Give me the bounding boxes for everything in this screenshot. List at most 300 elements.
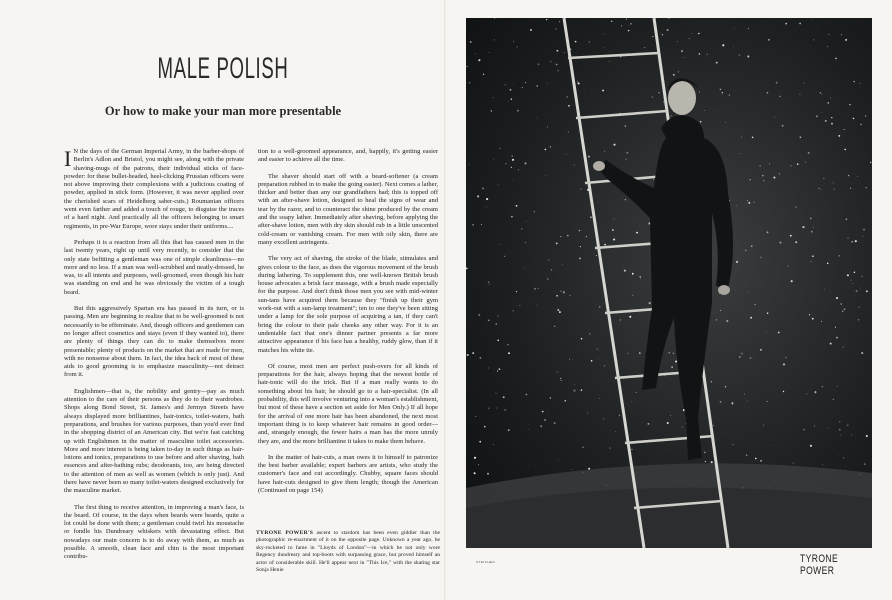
star xyxy=(812,255,814,257)
article-title: MALE POLISH xyxy=(157,52,289,85)
star xyxy=(569,295,570,296)
star xyxy=(533,211,535,213)
star xyxy=(835,58,837,60)
star xyxy=(831,117,832,118)
star xyxy=(663,101,664,102)
star xyxy=(760,349,762,351)
star xyxy=(845,39,847,41)
photo-man-on-ladder xyxy=(466,18,872,548)
star xyxy=(773,177,775,179)
star xyxy=(779,96,781,98)
star xyxy=(839,429,841,431)
star xyxy=(472,224,474,226)
caption-text: ascent to stardom has been even giddier than the photographic re-enactment of it on the opposite page. Unknown a year ago, he sky-rocketed to fame in "Lloyds of London"—in which he not only wore Regency dundreary and top-boots with surpassing grace, but proved himself an actor of considerable skill. He'll appear next in "This Ice," with the skating star Sonja Henie xyxy=(256,530,440,574)
right-page xyxy=(446,0,892,600)
star xyxy=(821,189,822,190)
star xyxy=(579,230,581,232)
star xyxy=(562,264,563,265)
star xyxy=(530,29,532,31)
star xyxy=(572,360,573,361)
star xyxy=(828,102,829,103)
paragraph: Englishmen—that is, the nobility and gentry—pay as much attention to the care of their persons as they do to their wardrobes. Shops along Bond Street, St. James's and Jermyn Streets have always displayed more brilliantines, hair-tonics, toilet-waters, bath preparations, and brushes for various purposes, than you'd ever find in the shopping district of an American city. But we're fast catching up with Englishmen in the matter of masculine toilet accessories. More and more interest is being taken to-day in such things as hair-lotions and tonics, preparations to use before and after shaving, bath essences and after-bathing rubs; deodorants, too, are being directed to the attention of men as well as women (which is only just). And there have never been so many toilet-waters designed exclusively for the masculine market. xyxy=(64,387,244,495)
star xyxy=(518,169,519,170)
star xyxy=(504,409,506,411)
star xyxy=(802,226,804,228)
star xyxy=(537,85,538,86)
star xyxy=(859,307,860,308)
star xyxy=(763,425,764,426)
star xyxy=(604,151,605,152)
star xyxy=(699,91,700,92)
star xyxy=(785,23,787,25)
star xyxy=(614,218,615,219)
star xyxy=(861,352,863,354)
star xyxy=(484,426,486,428)
star xyxy=(550,61,552,63)
star xyxy=(619,415,620,416)
star xyxy=(489,284,490,285)
star xyxy=(855,240,857,242)
star xyxy=(609,61,610,62)
star xyxy=(667,29,669,31)
star xyxy=(828,428,829,429)
star xyxy=(569,359,570,360)
star xyxy=(525,82,526,83)
star xyxy=(858,319,859,320)
star xyxy=(830,98,831,99)
star xyxy=(775,117,776,118)
star xyxy=(624,270,626,272)
star xyxy=(475,416,476,417)
star xyxy=(631,449,632,450)
star xyxy=(631,401,632,402)
star xyxy=(545,149,547,151)
article-subtitle: Or how to make your man more presentable xyxy=(104,104,342,118)
star xyxy=(838,255,840,257)
star xyxy=(499,244,500,245)
star xyxy=(822,386,823,387)
star xyxy=(699,53,701,55)
star xyxy=(853,118,855,120)
star xyxy=(698,33,699,34)
star xyxy=(712,277,713,278)
star xyxy=(790,165,792,167)
star xyxy=(752,137,754,139)
star xyxy=(560,236,561,237)
star xyxy=(628,353,629,354)
star xyxy=(574,384,575,385)
star xyxy=(486,207,487,208)
star xyxy=(779,173,780,174)
star xyxy=(513,41,514,42)
star xyxy=(493,159,494,160)
star xyxy=(632,295,633,296)
star xyxy=(864,463,866,465)
star xyxy=(689,38,690,39)
star xyxy=(823,178,824,179)
star xyxy=(753,202,754,203)
star xyxy=(854,271,856,273)
star xyxy=(780,242,782,244)
star xyxy=(863,229,865,231)
text-column-right xyxy=(258,148,438,503)
star xyxy=(766,331,767,332)
star xyxy=(755,458,757,460)
star xyxy=(849,104,850,105)
star xyxy=(628,30,629,31)
star xyxy=(739,356,741,358)
star xyxy=(744,394,745,395)
star xyxy=(513,310,514,311)
star xyxy=(542,411,544,413)
caption-name: TYRONE POWER'S xyxy=(256,530,314,536)
star xyxy=(767,231,769,233)
star xyxy=(626,18,627,19)
star xyxy=(795,241,797,243)
paragraph: In the matter of hair-cuts, a man owes it to himself to patronize the best barber available; expert barbers are artists, who study the customer's face and cut accordingly. Chubby, square faces should have hair-cuts designed to give them length; though the American (Continued on page 154) xyxy=(258,453,438,494)
star xyxy=(733,46,734,47)
star xyxy=(582,446,584,448)
star xyxy=(612,229,614,231)
star xyxy=(625,159,627,161)
star xyxy=(488,319,490,321)
star xyxy=(640,278,641,279)
star xyxy=(683,57,684,58)
star xyxy=(748,292,749,293)
star xyxy=(720,310,721,311)
star xyxy=(800,136,802,138)
star xyxy=(565,400,567,402)
star xyxy=(852,283,853,284)
star xyxy=(748,202,750,204)
star xyxy=(820,92,821,93)
star xyxy=(783,363,785,365)
star xyxy=(653,179,654,180)
star xyxy=(844,129,845,130)
star xyxy=(469,165,470,166)
star xyxy=(567,96,568,97)
star xyxy=(511,98,513,100)
star xyxy=(670,415,671,416)
star xyxy=(732,444,734,446)
star xyxy=(573,390,575,392)
star xyxy=(776,82,778,84)
star xyxy=(538,288,539,289)
star xyxy=(547,83,548,84)
star xyxy=(848,175,850,177)
star xyxy=(505,84,506,85)
star xyxy=(600,214,601,215)
star xyxy=(611,21,612,22)
star xyxy=(597,349,598,350)
star xyxy=(492,97,493,98)
star xyxy=(747,400,748,401)
star xyxy=(707,54,708,55)
star xyxy=(827,263,829,265)
star xyxy=(474,457,476,459)
star xyxy=(613,144,615,146)
star xyxy=(639,352,641,354)
star xyxy=(488,408,489,409)
star xyxy=(554,326,555,327)
star xyxy=(790,235,792,237)
star xyxy=(571,469,572,470)
star xyxy=(785,357,786,358)
star xyxy=(511,155,513,157)
star xyxy=(839,421,840,422)
star xyxy=(769,163,770,164)
star xyxy=(816,115,818,117)
star xyxy=(625,125,626,126)
star xyxy=(836,337,838,339)
star xyxy=(806,393,807,394)
star xyxy=(484,189,485,190)
star xyxy=(678,71,679,72)
star xyxy=(747,200,748,201)
star xyxy=(584,93,585,94)
star xyxy=(668,18,670,19)
paragraph: But this aggressively Spartan era has passed in its turn, or is passing. Men are beginning to realize that to be well-groomed is not necessarily to be effeminate. And, though officers and gentlemen can no longer affect cosmetics and stays (even if they wanted to), there are plenty of things they can do to make themselves more presentable; plenty of products on the market that are made for men, with no nonsense about them. In fact, the idea back of most of these aids to good grooming is to emphasize masculinity—not detract from it. xyxy=(64,305,244,379)
star xyxy=(664,375,665,376)
star xyxy=(749,357,751,359)
star xyxy=(557,309,559,311)
star xyxy=(586,236,587,237)
star xyxy=(557,372,558,373)
star xyxy=(746,455,747,456)
star xyxy=(546,19,547,20)
star xyxy=(498,184,499,185)
star xyxy=(588,156,590,158)
star xyxy=(491,110,493,112)
star xyxy=(682,427,683,428)
star xyxy=(558,459,559,460)
paragraph: Of course, most men are perfect push-overs for all kinds of preparations for the hair, always hoping that the newest bottle of hair-tonic will do the trick. But if a man really wants to do something about his hair, he should go to a hair-specialist. (In all probability, this will involve venturing into a woman's establishment, but most of these have a section set aside for Men Only.) If all hope for the arrival of one more hair has been abandoned, the next most important thing is to keep whatever hair remains in good order—and, strangely enough, the fewer hairs a man has the more unruly they are, and the more brilliantine it takes to make them behave. xyxy=(258,362,438,445)
star xyxy=(846,218,848,220)
star xyxy=(782,125,784,127)
star xyxy=(759,165,760,166)
star xyxy=(767,401,768,402)
star xyxy=(494,18,495,19)
photographer-mark: STEICHEN xyxy=(476,560,496,564)
star xyxy=(466,268,468,270)
star xyxy=(581,389,583,391)
star xyxy=(644,47,645,48)
star xyxy=(720,401,722,403)
star xyxy=(517,47,518,48)
star xyxy=(525,242,526,243)
star xyxy=(749,179,750,180)
star xyxy=(815,391,816,392)
star xyxy=(503,396,505,398)
star xyxy=(810,217,812,219)
star xyxy=(475,53,476,54)
star xyxy=(538,63,540,65)
star xyxy=(548,411,549,412)
star xyxy=(863,236,864,237)
star xyxy=(865,115,866,116)
star xyxy=(828,34,829,35)
star xyxy=(567,235,569,237)
star xyxy=(648,423,650,425)
star xyxy=(604,244,606,246)
star xyxy=(580,246,581,247)
star xyxy=(510,89,512,91)
paragraph: I N the days of the German Imperial Army, in the barber-shops of Berlin's Adlon and Bristol, you might see, along with the private shaving-mugs of the patrons, their individual sticks of face-powder: for these bullet-headed, heel-clicking Prussian officers were not above improving their complexions with a judicious coating of powder, applied in stick form. (However, it was never applied over the cherished scars of Heidelberg saber-cuts.) Roumanian officers went even farther and added a touch of rouge, to disguise the traces of a hard night. And practically all the officers belonging to smart regiments, in pre-War Europe, wore stays under their uniforms.... xyxy=(64,146,244,230)
text-column-left xyxy=(64,148,244,570)
star xyxy=(560,378,561,379)
star xyxy=(861,276,862,277)
star xyxy=(847,274,849,276)
star xyxy=(516,291,517,292)
star xyxy=(736,205,737,206)
star xyxy=(734,28,735,29)
star xyxy=(587,413,588,414)
star xyxy=(725,122,726,123)
star xyxy=(731,402,733,404)
star xyxy=(519,305,520,306)
star xyxy=(551,269,552,270)
star xyxy=(497,339,499,341)
star xyxy=(508,101,509,102)
star xyxy=(588,468,590,470)
star xyxy=(870,162,871,163)
star xyxy=(488,368,489,369)
star xyxy=(516,205,518,207)
star xyxy=(711,381,712,382)
star xyxy=(671,115,672,116)
star xyxy=(581,338,583,340)
star xyxy=(495,323,497,325)
star xyxy=(799,23,801,25)
star xyxy=(554,422,556,424)
star xyxy=(537,305,538,306)
star xyxy=(705,461,706,462)
star xyxy=(822,94,823,95)
star xyxy=(466,66,467,67)
star xyxy=(750,317,752,319)
star xyxy=(768,39,769,40)
star xyxy=(783,391,784,392)
star xyxy=(505,163,506,164)
paragraph: The first thing to receive attention, in improving a man's face, is the beard. Of course, in the days when beards were beards, quite a lot could be done with them; a gentleman could twirl his moustache or fondle his Dundreary whiskers with devastating effect. But nowadays our main concern is to do away with them, as much as possible. A smooth, clean face and chin is the most important contribu- xyxy=(64,503,244,561)
star xyxy=(803,429,804,430)
star xyxy=(522,87,523,88)
star xyxy=(675,360,677,362)
star xyxy=(740,153,741,154)
star xyxy=(762,175,764,177)
star xyxy=(525,267,526,268)
star xyxy=(625,199,626,200)
star xyxy=(681,50,683,52)
star xyxy=(545,175,546,176)
star xyxy=(845,466,846,467)
star xyxy=(713,425,714,426)
star xyxy=(494,39,495,40)
star xyxy=(831,123,833,125)
star xyxy=(555,28,557,30)
star xyxy=(847,424,849,426)
star xyxy=(513,83,514,84)
star xyxy=(835,327,836,328)
star xyxy=(603,240,604,241)
star xyxy=(824,178,825,179)
star xyxy=(809,314,810,315)
star xyxy=(667,422,669,424)
star xyxy=(818,188,819,189)
star xyxy=(673,74,675,76)
star xyxy=(729,95,730,96)
star xyxy=(511,216,513,218)
star xyxy=(604,365,606,367)
star xyxy=(507,344,508,345)
star xyxy=(488,281,490,283)
star xyxy=(568,131,569,132)
star xyxy=(472,352,474,354)
star xyxy=(851,280,852,281)
star xyxy=(500,148,501,149)
star xyxy=(477,195,479,197)
star xyxy=(767,312,769,314)
star xyxy=(589,41,590,42)
star xyxy=(821,321,822,322)
star xyxy=(700,121,702,123)
star xyxy=(537,118,538,119)
star xyxy=(860,124,862,126)
star xyxy=(550,397,552,399)
star xyxy=(811,231,813,233)
star xyxy=(499,368,501,370)
star xyxy=(599,398,600,399)
star xyxy=(508,429,510,431)
star xyxy=(591,360,593,362)
star xyxy=(741,137,742,138)
star xyxy=(513,179,514,180)
star xyxy=(497,316,498,317)
star xyxy=(598,358,599,359)
star xyxy=(470,41,472,43)
star xyxy=(711,461,713,463)
star xyxy=(517,110,519,112)
star xyxy=(493,444,494,445)
star xyxy=(556,295,558,297)
star xyxy=(497,371,498,372)
star xyxy=(629,316,631,318)
star xyxy=(632,273,634,275)
star xyxy=(716,319,717,320)
star xyxy=(851,435,852,436)
star xyxy=(604,47,605,48)
star xyxy=(847,237,849,239)
star xyxy=(857,176,858,177)
star xyxy=(740,454,741,455)
star xyxy=(504,256,505,257)
star xyxy=(844,308,846,310)
star xyxy=(810,261,811,262)
star xyxy=(722,44,724,46)
star xyxy=(478,464,479,465)
star xyxy=(836,297,838,299)
star xyxy=(851,241,852,242)
star xyxy=(671,366,673,368)
star xyxy=(669,352,670,353)
star xyxy=(842,346,843,347)
star xyxy=(859,83,860,84)
star xyxy=(560,291,561,292)
star xyxy=(810,445,812,447)
star xyxy=(649,302,651,304)
star xyxy=(760,460,762,462)
star xyxy=(511,167,512,168)
